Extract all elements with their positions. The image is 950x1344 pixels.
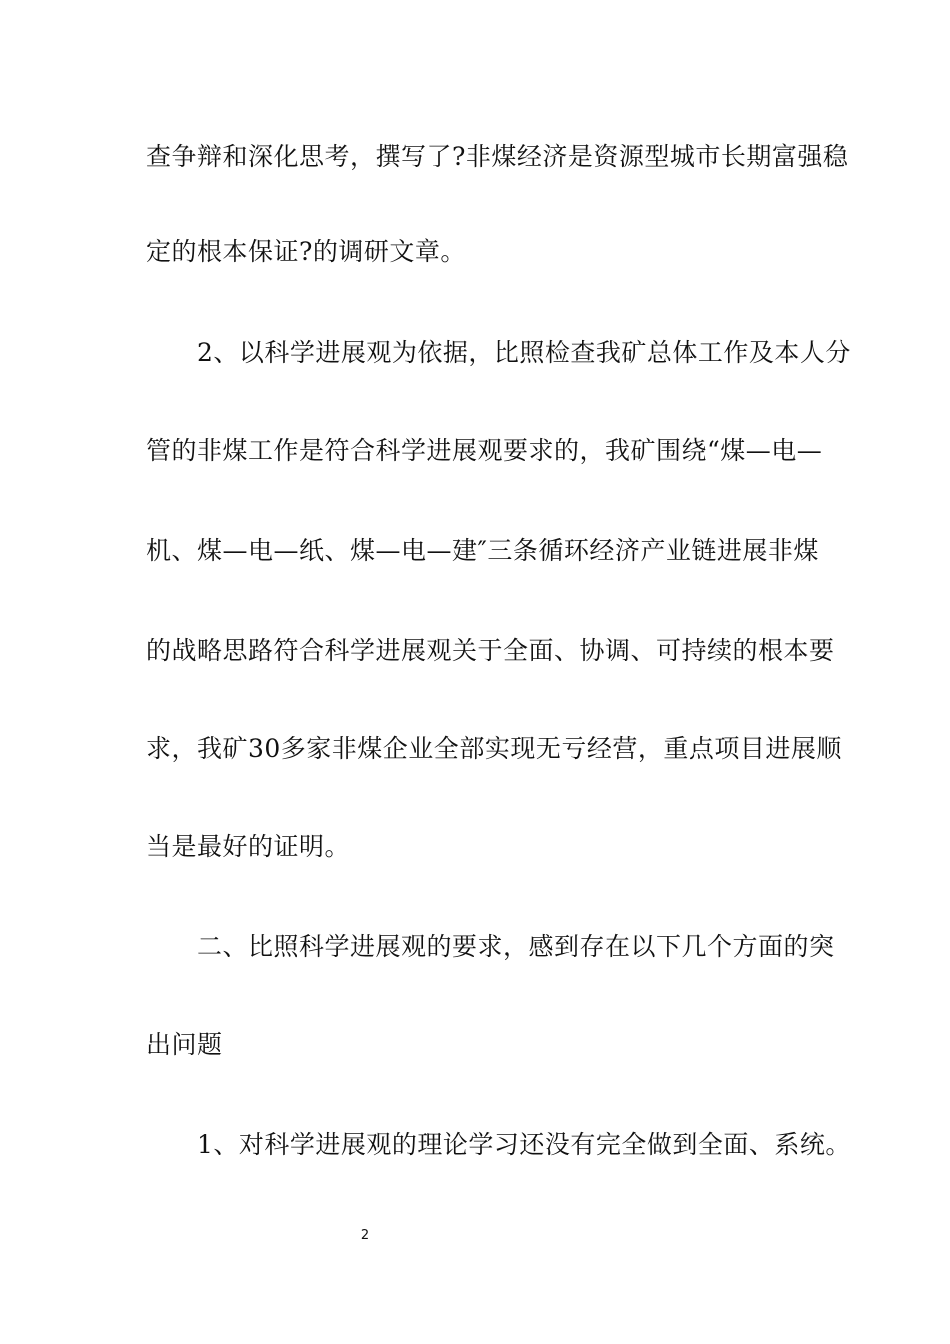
paragraph-line: 机、煤—电—纸、煤—电—建″三条循环经济产业链进展非煤 [146,536,819,565]
paragraph-line: 定的根本保证?的调研文章。 [146,237,466,266]
section-heading-line: 二、比照科学进展观的要求，感到存在以下几个方面的突 [146,932,835,961]
section-heading-line: 出问题 [146,1030,223,1059]
paragraph-line: 求，我矿30多家非煤企业全部实现无亏经营，重点项目进展顺 [146,734,842,763]
paragraph-line: 2、以科学进展观为依据，比照检查我矿总体工作及本人分 [146,338,851,367]
paragraph-line: 1、对科学进展观的理论学习还没有完全做到全面、系统。 [146,1130,851,1159]
paragraph-line: 管的非煤工作是符合科学进展观要求的，我矿围绕“煤—电— [146,436,823,465]
paragraph-line: 当是最好的证明。 [146,832,351,861]
paragraph-line: 查争辩和深化思考，撰写了?非煤经济是资源型城市长期富强稳 [146,142,849,171]
page-number: 2 [360,1228,370,1243]
paragraph-line: 的战略思路符合科学进展观关于全面、协调、可持续的根本要 [146,636,835,665]
